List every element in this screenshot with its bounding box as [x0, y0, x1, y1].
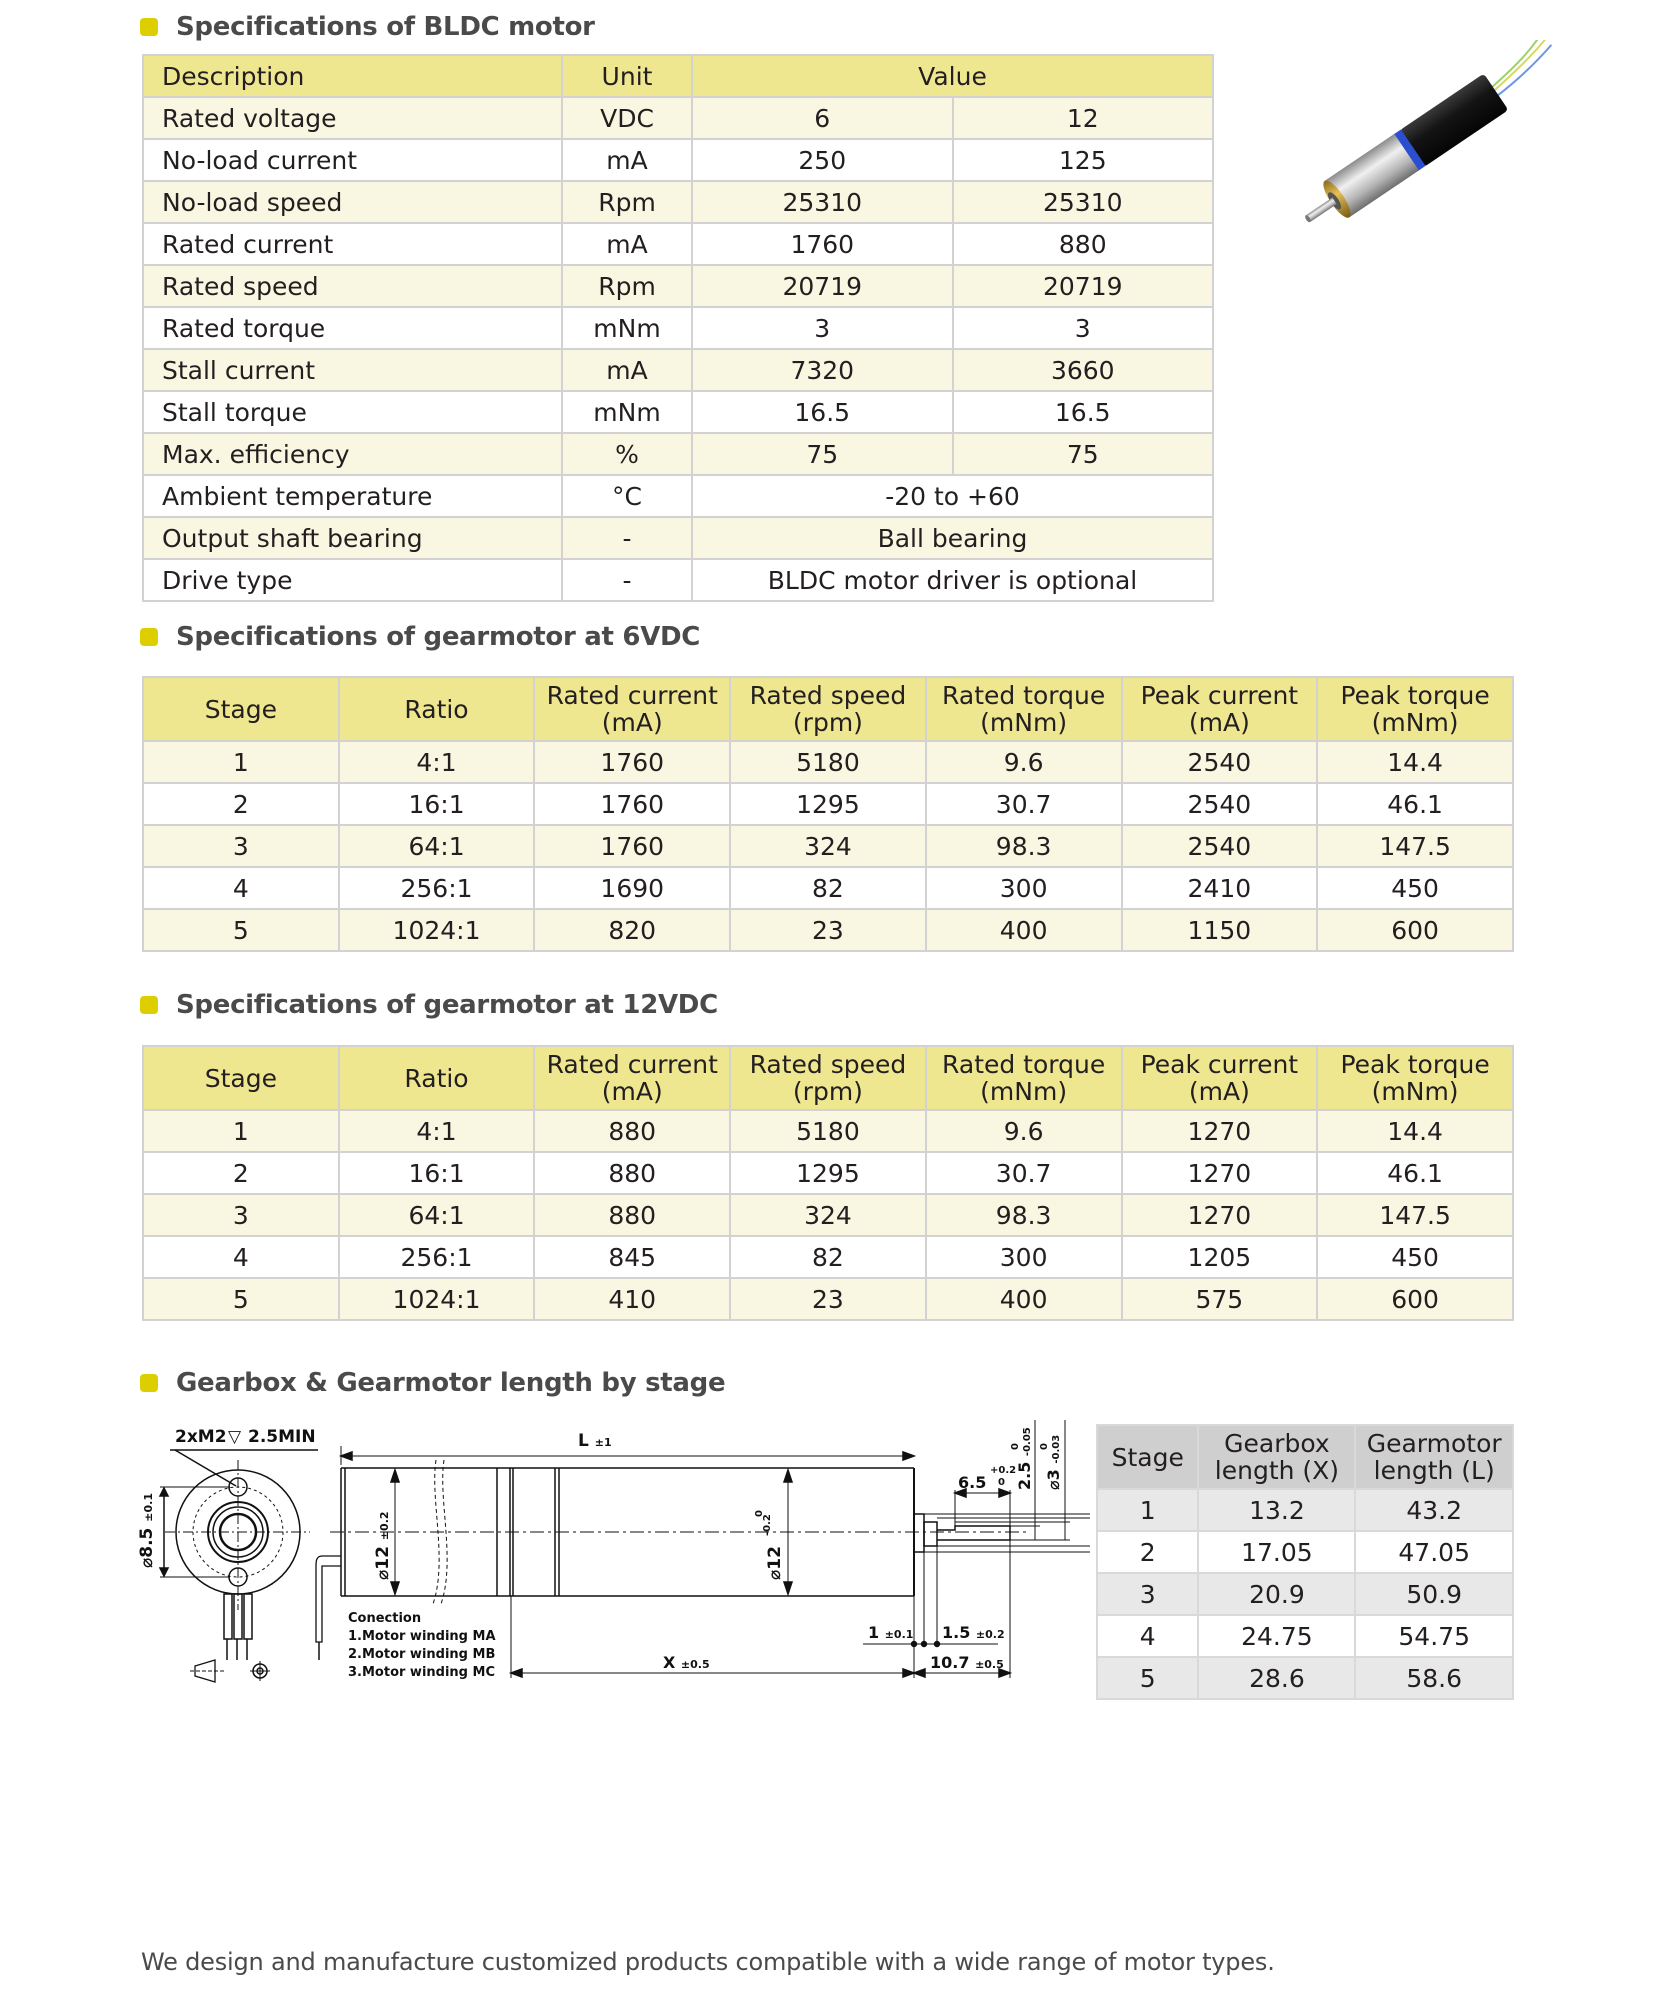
table-cell: 1024:1 — [339, 909, 535, 951]
table-cell: 2540 — [1122, 741, 1318, 783]
table-cell: 125 — [953, 139, 1214, 181]
table-cell: 1024:1 — [339, 1278, 535, 1320]
table-cell: Ambient temperature — [143, 475, 562, 517]
table-cell: - — [562, 517, 692, 559]
table-cell: 9.6 — [926, 1110, 1122, 1152]
col-header-rated-speed: Rated speed (rpm) — [730, 677, 926, 741]
table-cell: Rated current — [143, 223, 562, 265]
table-cell: 410 — [534, 1278, 730, 1320]
table-cell: Rpm — [562, 265, 692, 307]
svg-text:1.5 ±0.2: 1.5 ±0.2 — [942, 1623, 1005, 1642]
table-row — [143, 1278, 1513, 1320]
table-cell: 1 — [143, 741, 339, 783]
table-cell: 3 — [692, 307, 953, 349]
table-cell: 75 — [953, 433, 1214, 475]
col-header-stage: Stage — [1097, 1425, 1198, 1489]
table-cell: 54.75 — [1355, 1615, 1513, 1657]
table-cell: 4:1 — [339, 741, 535, 783]
table-cell: 64:1 — [339, 1194, 535, 1236]
table-cell: 1295 — [730, 1152, 926, 1194]
table-cell: 256:1 — [339, 867, 535, 909]
table-cell: 16:1 — [339, 1152, 535, 1194]
table-cell: 3 — [1097, 1573, 1198, 1615]
table-row — [1097, 1531, 1513, 1573]
svg-text:X ±0.5: X ±0.5 — [663, 1653, 710, 1672]
table-cell: 4 — [1097, 1615, 1198, 1657]
table-row — [1097, 1573, 1513, 1615]
table-cell: 43.2 — [1355, 1489, 1513, 1531]
svg-text:0: 0 — [1039, 1443, 1050, 1450]
table-row — [143, 909, 1513, 951]
table-cell: 9.6 — [926, 741, 1122, 783]
table-cell: 5 — [143, 909, 339, 951]
table-cell: 3660 — [953, 349, 1214, 391]
table-cell: 820 — [534, 909, 730, 951]
table-row — [143, 1152, 1513, 1194]
product-photo-bldc-gearmotor — [1220, 40, 1570, 280]
table-row — [143, 825, 1513, 867]
table-cell: 25310 — [692, 181, 953, 223]
table-cell: 25310 — [953, 181, 1214, 223]
table-cell: 2 — [143, 1152, 339, 1194]
section-title-length-by-stage: Gearbox & Gearmotor length by stage — [140, 1368, 725, 1398]
table-cell: 5180 — [730, 741, 926, 783]
table-cell: 98.3 — [926, 825, 1122, 867]
table-cell: 14.4 — [1317, 741, 1513, 783]
svg-text:2xM2: 2xM2 — [175, 1427, 227, 1447]
table-cell: 13.2 — [1198, 1489, 1355, 1531]
bullet-icon — [140, 18, 158, 36]
table-cell: 7320 — [692, 349, 953, 391]
table-header-row — [1097, 1425, 1513, 1489]
table-cell: 12 — [953, 97, 1214, 139]
svg-text:1 ±0.1: 1 ±0.1 — [868, 1623, 914, 1642]
svg-text:L ±1: L ±1 — [578, 1431, 612, 1451]
table-cell: No-load speed — [143, 181, 562, 223]
table-row — [143, 1194, 1513, 1236]
table-cell: 20719 — [953, 265, 1214, 307]
table-cell: 1760 — [692, 223, 953, 265]
table-row — [143, 517, 1213, 559]
table-cell: 16.5 — [692, 391, 953, 433]
table-header-row — [143, 677, 1513, 741]
table-cell: 4 — [143, 1236, 339, 1278]
table-cell: 5 — [143, 1278, 339, 1320]
table-cell: 147.5 — [1317, 1194, 1513, 1236]
table-row — [143, 391, 1213, 433]
svg-text:⌀12 ±0.2: ⌀12 ±0.2 — [373, 1511, 393, 1580]
table-cell: 3 — [953, 307, 1214, 349]
table-cell: 20719 — [692, 265, 953, 307]
table-cell: Rated torque — [143, 307, 562, 349]
table-cell: 75 — [692, 433, 953, 475]
table-cell: 16.5 — [953, 391, 1214, 433]
svg-text:-0.2: -0.2 — [762, 1514, 773, 1536]
table-cell: 250 — [692, 139, 953, 181]
table-cell: 300 — [926, 867, 1122, 909]
table-cell: 82 — [730, 867, 926, 909]
table-cell: Output shaft bearing — [143, 517, 562, 559]
bullet-icon — [140, 628, 158, 646]
table-cell: VDC — [562, 97, 692, 139]
table-cell: 1205 — [1122, 1236, 1318, 1278]
svg-text:0: 0 — [998, 1477, 1005, 1488]
col-header-rated-torque: Rated torque (mNm) — [926, 677, 1122, 741]
table-cell: 1270 — [1122, 1194, 1318, 1236]
table-cell: - — [562, 559, 692, 601]
table-cell: mA — [562, 349, 692, 391]
table-row — [143, 433, 1213, 475]
svg-text:1.Motor winding MA: 1.Motor winding MA — [348, 1629, 496, 1644]
col-header-ratio: Ratio — [339, 1046, 535, 1110]
table-row — [143, 1110, 1513, 1152]
table-cell: 47.05 — [1355, 1531, 1513, 1573]
table-cell: 3 — [143, 1194, 339, 1236]
table-cell: 4 — [143, 867, 339, 909]
table-row — [143, 181, 1213, 223]
shaft-diameter-labels — [1010, 1427, 1063, 1490]
table-cell: 46.1 — [1317, 1152, 1513, 1194]
table-cell: 82 — [730, 1236, 926, 1278]
table-cell: Ball bearing — [692, 517, 1213, 559]
table-cell: 880 — [534, 1152, 730, 1194]
table-cell: 1270 — [1122, 1110, 1318, 1152]
col-header-value: Value — [692, 55, 1213, 97]
table-cell: 324 — [730, 825, 926, 867]
table-cell: 575 — [1122, 1278, 1318, 1320]
table-row — [1097, 1489, 1513, 1531]
table-row — [143, 783, 1513, 825]
table-cell: 880 — [534, 1194, 730, 1236]
table-cell: 450 — [1317, 1236, 1513, 1278]
section-title-gearmotor-6vdc: Specifications of gearmotor at 6VDC — [140, 622, 700, 652]
svg-text:10.7 ±0.5: 10.7 ±0.5 — [930, 1653, 1004, 1672]
table-cell: 5 — [1097, 1657, 1198, 1699]
table-header-row — [143, 55, 1213, 97]
bldc-spec-table — [142, 54, 1214, 602]
col-header-rated-current: Rated current (mA) — [534, 1046, 730, 1110]
table-row — [143, 97, 1213, 139]
col-header-stage: Stage — [143, 1046, 339, 1110]
table-cell: 1 — [1097, 1489, 1198, 1531]
col-header-gearbox-length: Gearbox length (X) — [1198, 1425, 1355, 1489]
table-cell: 30.7 — [926, 1152, 1122, 1194]
table-row — [143, 265, 1213, 307]
table-cell: Stall torque — [143, 391, 562, 433]
table-cell: 2540 — [1122, 783, 1318, 825]
table-cell: 600 — [1317, 1278, 1513, 1320]
svg-text:0: 0 — [1010, 1443, 1021, 1450]
table-cell: Drive type — [143, 559, 562, 601]
svg-text:6.5: 6.5 — [958, 1473, 987, 1492]
svg-text:0: 0 — [754, 1510, 765, 1517]
col-header-gearmotor-length: Gearmotor length (L) — [1355, 1425, 1513, 1489]
table-cell: 1 — [143, 1110, 339, 1152]
table-cell: 2410 — [1122, 867, 1318, 909]
col-header-rated-speed: Rated speed (rpm) — [730, 1046, 926, 1110]
table-cell: -20 to +60 — [692, 475, 1213, 517]
table-cell: 14.4 — [1317, 1110, 1513, 1152]
table-row — [143, 223, 1213, 265]
table-cell: 880 — [953, 223, 1214, 265]
col-header-description: Description — [143, 55, 562, 97]
table-cell: 2 — [143, 783, 339, 825]
col-header-rated-current: Rated current (mA) — [534, 677, 730, 741]
side-view — [316, 1420, 1090, 1680]
table-cell: % — [562, 433, 692, 475]
table-cell: 880 — [534, 1110, 730, 1152]
table-cell: 24.75 — [1198, 1615, 1355, 1657]
table-row — [143, 307, 1213, 349]
bullet-icon — [140, 996, 158, 1014]
table-cell: Max. efficiency — [143, 433, 562, 475]
table-cell: 20.9 — [1198, 1573, 1355, 1615]
table-cell: 2 — [1097, 1531, 1198, 1573]
svg-text:⌀3 -0.03: ⌀3 -0.03 — [1044, 1434, 1063, 1490]
table-cell: 1760 — [534, 741, 730, 783]
table-cell: 98.3 — [926, 1194, 1122, 1236]
table-cell: 46.1 — [1317, 783, 1513, 825]
table-cell: 324 — [730, 1194, 926, 1236]
table-cell: 4:1 — [339, 1110, 535, 1152]
col-header-peak-torque: Peak torque (mNm) — [1317, 677, 1513, 741]
footer-note: We design and manufacture customized products compatible with a wide range of motor types. — [141, 1948, 1275, 1976]
table-row — [1097, 1657, 1513, 1699]
table-cell: Stall current — [143, 349, 562, 391]
table-cell: 28.6 — [1198, 1657, 1355, 1699]
table-row — [143, 559, 1213, 601]
table-cell: 1760 — [534, 825, 730, 867]
table-cell: 23 — [730, 1278, 926, 1320]
svg-text:+0.2: +0.2 — [990, 1465, 1017, 1476]
bullet-icon — [140, 1374, 158, 1392]
table-cell: 1295 — [730, 783, 926, 825]
table-cell: Rpm — [562, 181, 692, 223]
table-cell: Rated voltage — [143, 97, 562, 139]
svg-text:2.5 -0.05: 2.5 -0.05 — [1015, 1427, 1034, 1490]
svg-text:▽: ▽ — [228, 1427, 242, 1447]
svg-text:2.Motor winding MB: 2.Motor winding MB — [348, 1647, 496, 1662]
table-cell: mNm — [562, 307, 692, 349]
table-row — [143, 1236, 1513, 1278]
col-header-peak-current: Peak current (mA) — [1122, 1046, 1318, 1110]
table-row — [143, 139, 1213, 181]
col-header-stage: Stage — [143, 677, 339, 741]
table-cell: 6 — [692, 97, 953, 139]
table-cell: 400 — [926, 909, 1122, 951]
section-title-bldc: Specifications of BLDC motor — [140, 12, 595, 42]
table-row — [143, 349, 1213, 391]
table-cell: mA — [562, 139, 692, 181]
svg-text:⌀8.5 ±0.1: ⌀8.5 ±0.1 — [137, 1493, 157, 1568]
section-title-gearmotor-12vdc: Specifications of gearmotor at 12VDC — [140, 990, 718, 1020]
table-cell: 1150 — [1122, 909, 1318, 951]
table-row — [1097, 1615, 1513, 1657]
table-row — [143, 741, 1513, 783]
table-cell: No-load current — [143, 139, 562, 181]
table-header-row — [143, 1046, 1513, 1110]
front-view — [137, 1427, 318, 1682]
table-cell: 1760 — [534, 783, 730, 825]
length-by-stage-table — [1096, 1424, 1514, 1700]
col-header-peak-torque: Peak torque (mNm) — [1317, 1046, 1513, 1110]
table-cell: 147.5 — [1317, 825, 1513, 867]
table-cell: 256:1 — [339, 1236, 535, 1278]
table-cell: 16:1 — [339, 783, 535, 825]
table-cell: 400 — [926, 1278, 1122, 1320]
table-cell: 30.7 — [926, 783, 1122, 825]
svg-text:⌀12: ⌀12 — [765, 1546, 785, 1580]
dimension-drawing — [130, 1410, 1090, 1730]
table-cell: mNm — [562, 391, 692, 433]
table-row — [143, 475, 1213, 517]
table-cell: 300 — [926, 1236, 1122, 1278]
svg-text:2.5MIN: 2.5MIN — [248, 1427, 316, 1447]
table-cell: 50.9 — [1355, 1573, 1513, 1615]
col-header-ratio: Ratio — [339, 677, 535, 741]
svg-text:Conection: Conection — [348, 1611, 422, 1626]
gearmotor-6vdc-table — [142, 676, 1514, 952]
table-cell: 58.6 — [1355, 1657, 1513, 1699]
svg-text:3.Motor winding MC: 3.Motor winding MC — [348, 1665, 495, 1680]
table-row — [143, 867, 1513, 909]
table-cell: 2540 — [1122, 825, 1318, 867]
table-cell: 5180 — [730, 1110, 926, 1152]
table-cell: mA — [562, 223, 692, 265]
table-cell: 23 — [730, 909, 926, 951]
table-cell: 1690 — [534, 867, 730, 909]
table-cell: 64:1 — [339, 825, 535, 867]
gearmotor-12vdc-table — [142, 1045, 1514, 1321]
table-cell: 450 — [1317, 867, 1513, 909]
table-cell: °C — [562, 475, 692, 517]
table-cell: 1270 — [1122, 1152, 1318, 1194]
table-cell: Rated speed — [143, 265, 562, 307]
table-cell: 17.05 — [1198, 1531, 1355, 1573]
col-header-rated-torque: Rated torque (mNm) — [926, 1046, 1122, 1110]
col-header-peak-current: Peak current (mA) — [1122, 677, 1318, 741]
col-header-unit: Unit — [562, 55, 692, 97]
table-cell: BLDC motor driver is optional — [692, 559, 1213, 601]
table-cell: 845 — [534, 1236, 730, 1278]
table-cell: 600 — [1317, 909, 1513, 951]
table-cell: 3 — [143, 825, 339, 867]
